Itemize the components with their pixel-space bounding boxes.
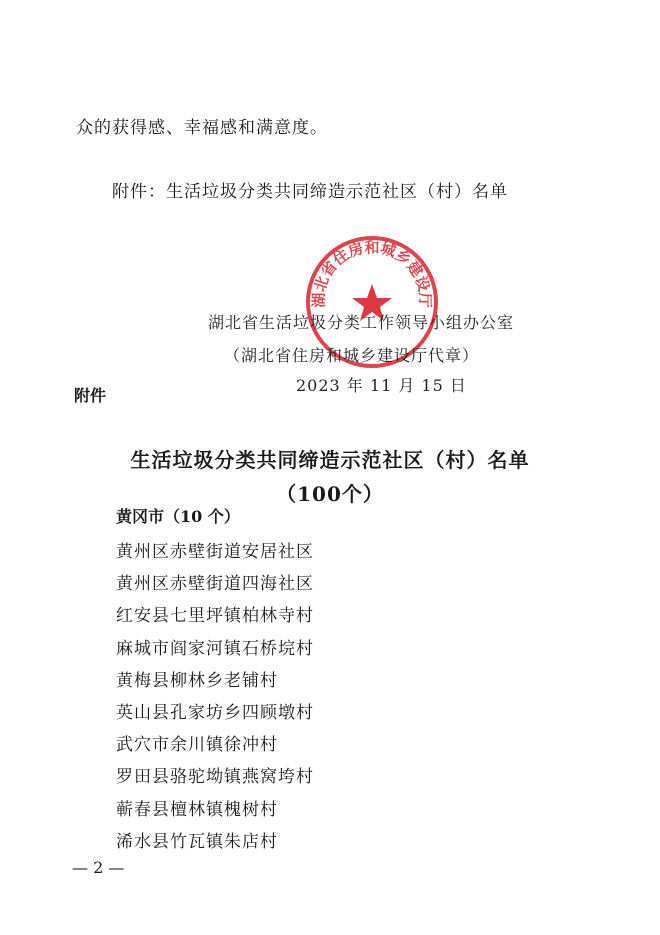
list-item: 红安县七里坪镇柏林寺村 <box>116 606 314 627</box>
annex-count: （100个） <box>276 482 384 506</box>
page-number: — 2 — <box>72 858 125 877</box>
city-heading: 黄冈市（10 个） <box>116 507 240 526</box>
closing-line: 众的获得感、幸福感和满意度。 <box>76 118 328 138</box>
list-item: 武穴市余川镇徐冲村 <box>116 735 278 756</box>
list-item: 浠水县竹瓦镇朱店村 <box>116 831 278 852</box>
seal-note: （湖北省住房和城乡建设厅代章） <box>224 346 480 365</box>
signing-date: 2023 年 11 月 15 日 <box>296 376 467 395</box>
annex-title: 生活垃圾分类共同缔造示范社区（村）名单 <box>130 448 530 472</box>
signing-office: 湖北省生活垃圾分类工作领导小组办公室 <box>208 313 515 332</box>
list-item: 黄州区赤壁街道安居社区 <box>116 542 314 562</box>
list-item: 麻城市阎家河镇石桥垸村 <box>116 638 314 659</box>
annex-label: 附件 <box>74 386 107 405</box>
list-item: 罗田县骆驼坳镇燕窝垮村 <box>116 767 314 788</box>
list-item: 黄州区赤壁街道四海社区 <box>116 574 314 595</box>
list-item: 黄梅县柳林乡老铺村 <box>116 670 278 691</box>
list-item: 蕲春县檀林镇槐树村 <box>116 799 278 820</box>
seal-text: 湖北省住房和城乡建设厅 <box>309 238 435 308</box>
list-item: 英山县孔家坊乡四顾墩村 <box>116 703 314 723</box>
attachment-note: 附件：生活垃圾分类共同缔造示范社区（村）名单 <box>112 182 508 202</box>
